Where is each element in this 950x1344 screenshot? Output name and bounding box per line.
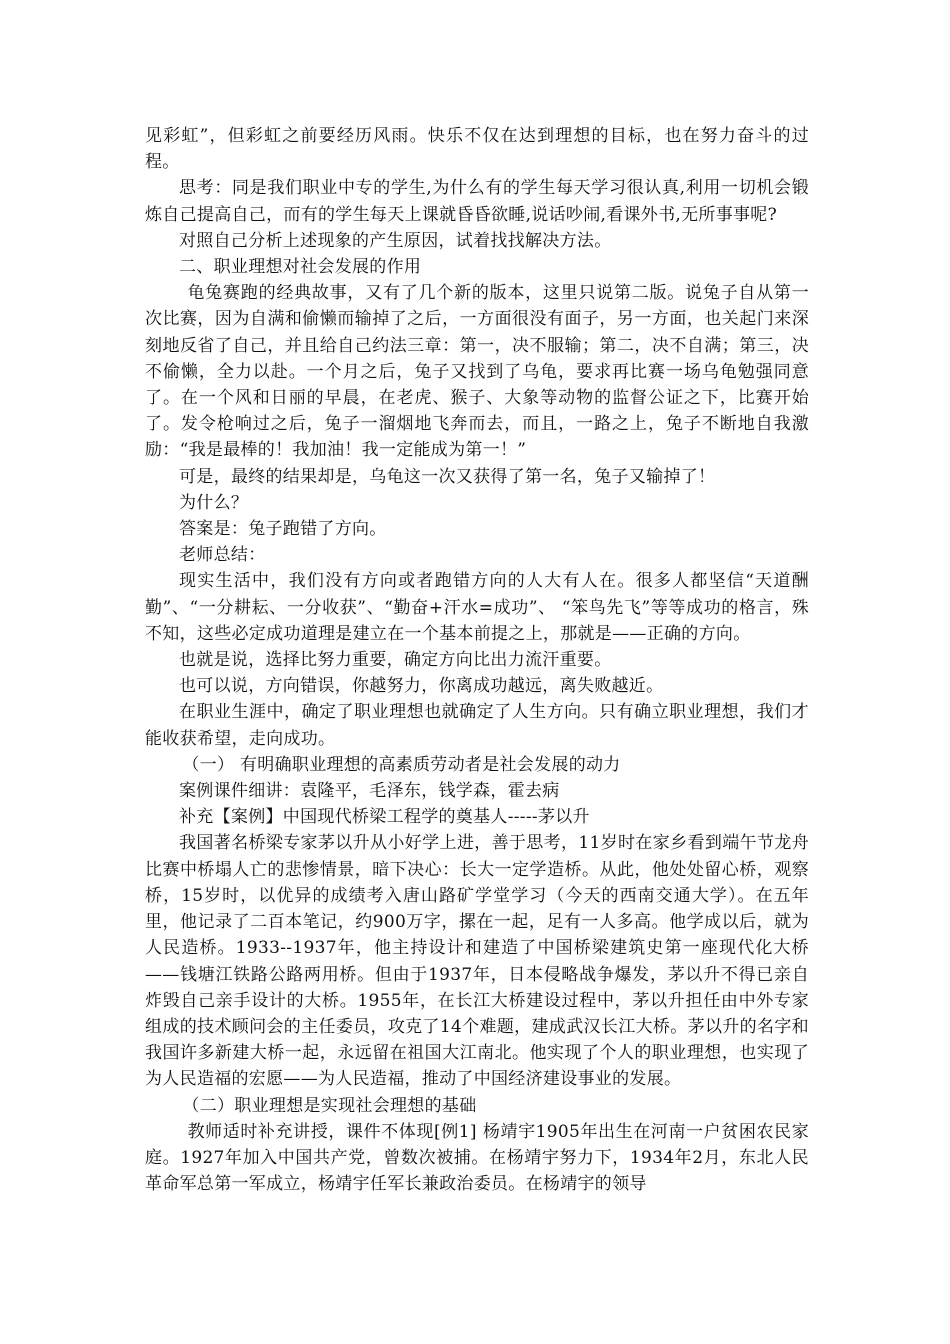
section-heading: 二、职业理想对社会发展的作用	[179, 257, 422, 278]
paragraph: 可是，最终的结果却是，乌龟这一次又获得了第一名，兔子又输掉了！	[179, 466, 716, 487]
paragraph: 我国著名桥梁专家茅以升从小好学上进，善于思考，11岁时在家乡看到端午节龙舟比赛中桥塌人亡的悲惨情景，暗下决心：长大一定学造桥。从此，他处处留心桥，观察桥，15岁时，以优异的成绩考入唐山路矿学堂学习（今天的西南交通大学）。在五年里，他记录了二百本笔记，约900万字，摞在一起，足有一人多高。他学成以后，就为人民造桥。1933--1937年，他主持设计和建造了中国桥梁建筑史第一座现代化大桥——钱塘江铁路公路两用桥。但由于1937年，日本侵略战争爆发，茅以升不得已亲自炸毁自己亲手设计的大桥。1955年，在长江大桥建设过程中，茅以升担任由中外专家组成的技术顾问会的主任委员，攻克了14个难题，建成武汉长江大桥。茅以升的名字和我国许多新建大桥一起，永远留在祖国大江南北。他实现了个人的职业理想，也实现了为人民造福的宏愿——为人民造福，推动了中国经济建设事业的发展。	[145, 833, 809, 1090]
paragraph: 现实生活中，我们没有方向或者跑错方向的人大有人在。很多人都坚信“天道酬勤”、“一分耕耘、一分收获”、“勤奋+汗水=成功”、 “笨鸟先飞”等等成功的格言，殊不知，这些必定成功道理是建立在一个基本前提之上，那就是——正确的方向。	[145, 571, 809, 644]
paragraph: 案例课件细讲：袁隆平，毛泽东，钱学森，霍去病	[179, 781, 560, 802]
subsection-heading: （一） 有明确职业理想的高素质劳动者是社会发展的动力	[182, 754, 621, 775]
paragraph: 见彩虹”，但彩虹之前要经历风雨。快乐不仅在达到理想的目标，也在努力奋斗的过程。	[145, 126, 809, 173]
paragraph: 教师适时补充讲授，课件不体现[例1] 杨靖宇1905年出生在河南一户贫困农民家庭。1927年加入中国共产党，曾数次被捕。在杨靖宇努力下，1934年2月，东北人民革命军总第一军成立，杨靖宇任军长兼政治委员。在杨靖宇的领导	[145, 1121, 809, 1195]
paragraph: 也可以说，方向错误，你越努力，你离成功越远，离失败越近。	[179, 676, 664, 697]
subsection-heading: （二）职业理想是实现社会理想的基础	[182, 1095, 477, 1116]
paragraph: 对照自己分析上述现象的产生原因，试着找找解决方法。	[179, 230, 612, 251]
paragraph: 思考：同是我们职业中专的学生,为什么有的学生每天学习很认真,利用一切机会锻炼自己提高自己，而有的学生每天上课就昏昏欲睡,说话吵闹,看课外书,无所事事呢?	[145, 178, 809, 225]
paragraph: 老师总结：	[179, 545, 266, 566]
paragraph: 为什么？	[179, 492, 249, 513]
paragraph: 在职业生涯中，确定了职业理想也就确定了人生方向。只有确立职业理想，我们才能收获希望，走向成功。	[145, 702, 809, 749]
paragraph: 龟兔赛跑的经典故事，又有了几个新的版本，这里只说第二版。说兔子自从第一次比赛，因为自满和偷懒而输掉了之后，一方面很没有面子，另一方面，也关起门来深刻地反省了自己，并且给自己约法三章：第一，决不服输；第二，决不自满；第三，决不偷懒，全力以赴。一个月之后，兔子又找到了乌龟，要求再比赛一场乌龟勉强同意了。在一个风和日丽的早晨，在老虎、猴子、大象等动物的监督公证之下，比赛开始了。发令枪响过之后，兔子一溜烟地飞奔而去，而且，一路之上，兔子不断地自我激励：“我是最棒的！我加油！我一定能成为第一！”	[145, 283, 809, 461]
paragraph: 也就是说，选择比努力重要，确定方向比出力流汗重要。	[179, 650, 612, 671]
paragraph: 补充【案例】中国现代桥梁工程学的奠基人-----茅以升	[179, 807, 590, 828]
paragraph: 答案是：兔子跑错了方向。	[179, 519, 387, 540]
document-body	[145, 123, 809, 1197]
